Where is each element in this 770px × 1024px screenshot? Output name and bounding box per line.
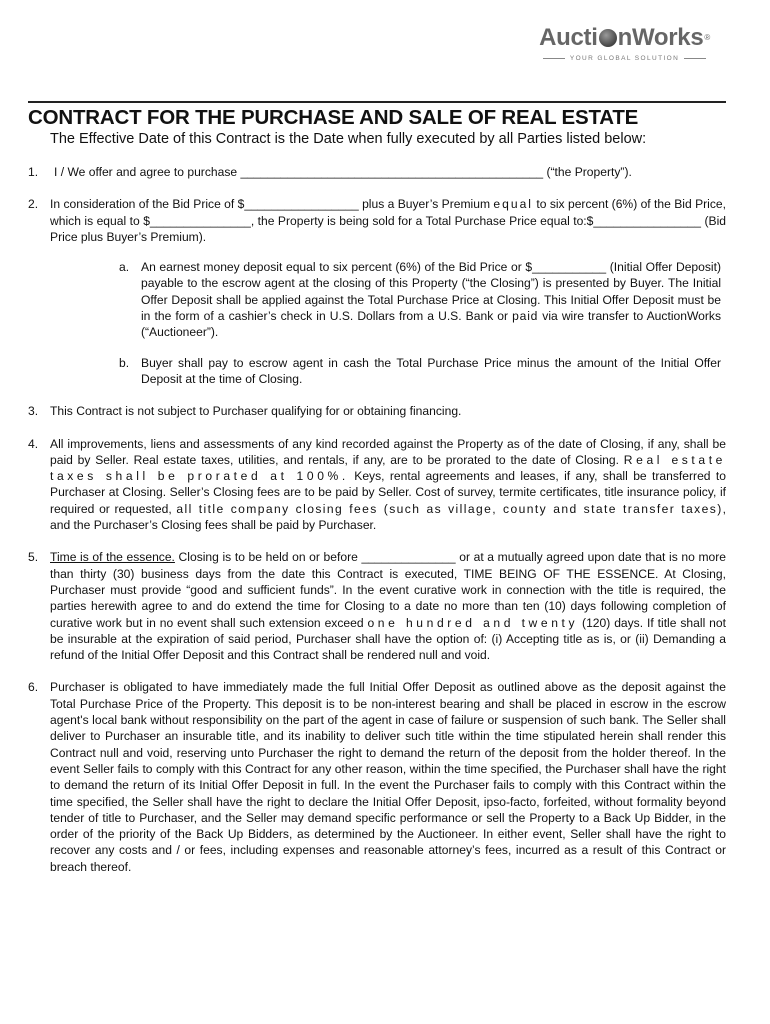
clause-text: [50, 436, 726, 534]
clause-4-text-b: Keys, rental agreements and leases, if any, shall be transferred to Purchaser at Closing. Seller’s Closing fees are to be paid by Seller. Cost of survey, termite certificates, title insurance policy, if required or requested,: [50, 469, 727, 516]
property-blank[interactable]: _____________________________________________: [240, 165, 544, 179]
clause-text: This Contract is not subject to Purchaser qualifying for or obtaining financing.: [50, 404, 462, 419]
clause-2a: [119, 259, 721, 340]
title-rule: [28, 101, 726, 103]
clause-2-text-a: In consideration of the Bid Price of: [50, 197, 238, 212]
contract-body: [28, 164, 726, 891]
subclause-label: b.: [119, 355, 130, 370]
clause-5-spaced: one hundred and twenty: [367, 615, 579, 630]
clause-2-text-b: plus a Buyer’s Premium: [358, 197, 494, 212]
clause-2a-spaced-paid: paid: [512, 309, 539, 324]
clause-number: 1.: [28, 165, 39, 179]
clause-text: [50, 549, 726, 663]
clause-4-text-a: All improvements, liens and assessments of any kind recorded against the Property as of the date of Closing, if any, shall be paid by Seller. Real estate taxes, utilities, and rentals, if any, are to be prorated to the date of Closing.: [50, 436, 726, 467]
clause-1: [28, 164, 726, 180]
clause-2-spaced-equal: equal: [493, 197, 533, 212]
auctionworks-logo: [539, 24, 710, 62]
clause-2a-text-a: An earnest money deposit equal to six percent (6%) of the Bid Price or: [141, 260, 526, 275]
subclause-label: a.: [119, 260, 130, 275]
clause-1-text-b: (“the Property”).: [543, 165, 632, 179]
document-subtitle: The Effective Date of this Contract is the Date when fully executed by all Parties listed below:: [50, 131, 647, 147]
document-title: CONTRACT FOR THE PURCHASE AND SALE OF REAL ESTATE: [28, 106, 639, 129]
logo-wordmark: [539, 24, 710, 52]
tagline-text: YOUR GLOBAL SOLUTION: [569, 55, 680, 62]
clause-2a-text-b: (Initial Offer Deposit) payable to the escrow agent at the closing of this Property (“the Closing”) is presented by Buyer. The Initial Offer Deposit shall be applied against the Total Purchase Price at Closing. This Initial Offer Deposit must be in the form of a cashier’s check in U.S. Dollars from a U.S. Bank or: [141, 260, 721, 324]
clause-number: 6.: [28, 680, 39, 695]
clause-4-text-c: , and the Purchaser’s Closing fees shall be paid by Purchaser.: [50, 501, 726, 533]
globe-icon: [599, 29, 617, 47]
clause-5-text-c: (120) days. If title shall not be insurable at the expiration of said period, Purchaser shall have the option of: (i) Accepting title as is, or (ii) Demanding a refund of the Initial Offer Deposit and this Contract shall be rendered null and void.: [50, 615, 726, 663]
clause-text: Purchaser is obligated to have immediately made the full Initial Offer Deposit as outlined above as the deposit against the Total Purchase Price of the Property. This deposit is to be non-interest bearing and shall be placed in escrow in the escrow agent's local bank without responsibility on the part of the agent in case of failure or suspension of such bank. The Seller shall deliver to Purchaser an insurable title, and its inability to deliver such title within the time stipulated herein shall render this Contract null and void, reserving unto Purchaser the right to demand the return of the deposit from the holder thereof. In the event Seller fails to comply with this Contract for any other reason, within the time specified, the Purchaser shall have the right to demand the return of its Initial Offer Deposit in full. In the event the Purchaser fails to comply with this Contract within the time specified, the Seller shall have the right to declare the Initial Offer Deposit, ipso-facto, forfeited, without formality beyond tender of title to Purchaser, and the Seller may demand specific performance or sell the Property to a Back Up Bidder, in the order of the priority of the Back Up Bidders, as determined by the Auctioneer. In either event, Seller shall have the right to recover any costs and / or fees, including expenses and reasonable attorney’s fees, incurred as a result of this Contract or breach thereof.: [50, 680, 726, 874]
clause-5-text-b: or at a mutually agreed upon date that is no more than thirty (30) business days from the date this Contract is executed, TIME BEING OF THE ESSENCE. At Closing, Purchaser must provide “good and sufficient funds”. In the event curative work in connection with the title is required, the parties herewith agree to and do extend the time for Closing to a date no more than ten (10) days following completion of curative work but in no event shall such extension exceed: [50, 550, 727, 630]
tagline-divider-left: [543, 58, 565, 59]
clause-2-text-e: (Bid Price plus Buyer’s Premium).: [50, 213, 726, 244]
subclause-text: [141, 259, 721, 340]
clause-2: [28, 196, 726, 387]
clause-1-text-a: I / We offer and agree to purchase: [54, 165, 241, 179]
clause-2a-text-c: via wire transfer to AuctionWorks (“Auctioneer”).: [141, 309, 721, 340]
clause-text: [50, 164, 726, 180]
deposit-blank[interactable]: $___________: [525, 260, 607, 275]
time-essence-heading: Time is of the essence.: [50, 550, 175, 565]
clause-number: 5.: [28, 550, 39, 565]
clause-5-text-a: Closing is to be held on or before: [174, 550, 362, 565]
logo-text-right: nWorks: [617, 24, 704, 51]
total-price-blank[interactable]: $________________: [586, 213, 702, 228]
clause-text: [50, 196, 726, 245]
clause-number: 4.: [28, 436, 39, 451]
premium-amount-blank[interactable]: $_______________: [143, 213, 251, 228]
clause-3: [28, 403, 726, 419]
tagline-divider-right: [684, 58, 706, 59]
clause-4-spaced-a: Real estate taxes shall be prorated at 100%.: [50, 452, 726, 484]
clause-4-spaced-b: all title company closing fees (such as village, county and state transfer taxes): [176, 501, 723, 516]
subclause-text: Buyer shall pay to escrow agent in cash the Total Purchase Price minus the amount of the Initial Offer Deposit at the time of Closing.: [141, 355, 721, 386]
clause-5: [28, 549, 726, 663]
clause-6: [28, 679, 726, 875]
logo-tagline: [539, 55, 710, 62]
clause-number: 2.: [28, 197, 39, 212]
clause-2-text-d: , the Property is being sold for a Total Purchase Price equal to:: [250, 213, 587, 228]
clause-2-text-c: to six percent (6%) of the Bid Price, which is equal to: [50, 197, 726, 228]
bid-price-blank[interactable]: $_________________: [237, 197, 359, 212]
clause-number: 3.: [28, 404, 39, 419]
clause-2b: [119, 355, 721, 388]
closing-date-blank[interactable]: ______________: [361, 550, 456, 565]
clause-4: [28, 436, 726, 534]
registered-mark: ®: [704, 33, 710, 42]
logo-text-left: Aucti: [539, 24, 598, 51]
